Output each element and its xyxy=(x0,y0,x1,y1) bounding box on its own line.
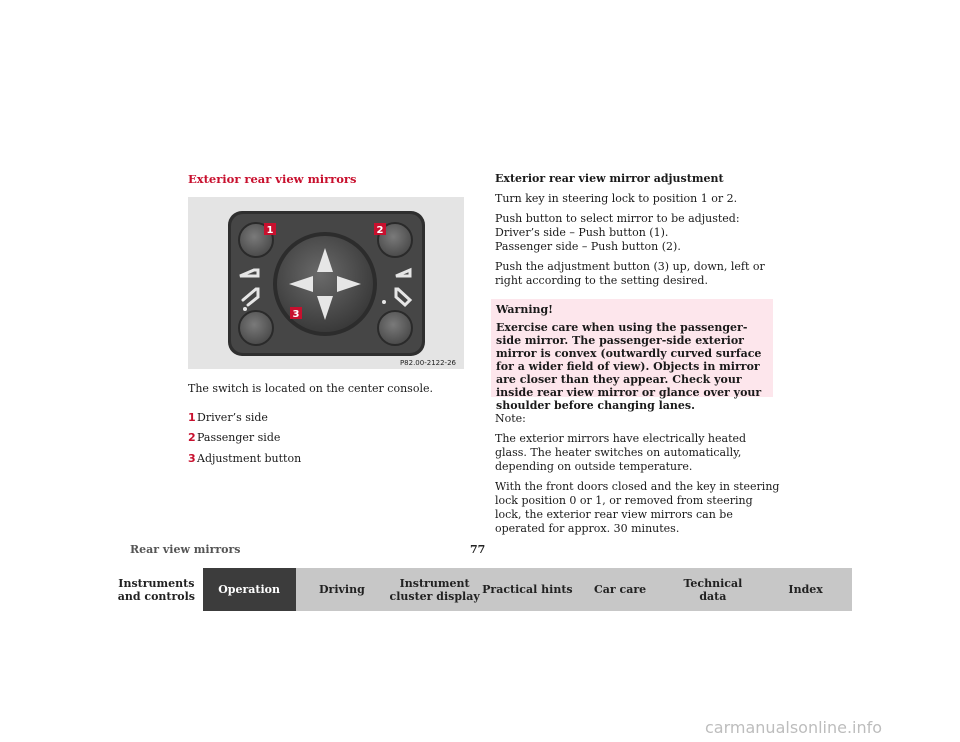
label-3: 3 xyxy=(292,309,300,320)
instruction-line: Push button to select mirror to be adjusted: xyxy=(495,212,740,225)
legend-number: 3 xyxy=(188,451,196,465)
legend-number: 2 xyxy=(188,431,196,445)
page-number: 77 xyxy=(470,543,486,556)
tab-index[interactable]: Index xyxy=(759,568,852,611)
legend-item xyxy=(188,407,301,428)
adjustment-heading: Exterior rear view mirror adjustment xyxy=(495,172,724,185)
legend-item xyxy=(188,448,301,469)
tab-instruments-and-controls[interactable]: Instruments and controls xyxy=(110,568,203,611)
footer-section-title: Rear view mirrors xyxy=(130,543,241,556)
figure-code: P82.00-2122-26 xyxy=(399,359,456,367)
adjustment-instructions xyxy=(495,172,775,294)
legend-text: Driver’s side xyxy=(197,410,268,424)
label-1: 1 xyxy=(266,225,274,236)
instruction-paragraph: Push the adjustment button (3) up, down, left or right according to the setting desired. xyxy=(495,260,765,287)
warning-body: Exercise care when using the passenger-side mirror. The passenger-side exterior mirror is convex (outwardly curved surface for a wider field of view). Objects in mirror are closer than they appear. Check your inside rear view mirror or glance over your shoulder before changing lanes. xyxy=(496,321,762,412)
label-2: 2 xyxy=(376,225,384,236)
section-title: Exterior rear view mirrors xyxy=(188,172,357,186)
instruction-line: Passenger side – Push button (2). xyxy=(495,240,681,253)
tab-driving[interactable]: Driving xyxy=(296,568,389,611)
watermark: carmanualsonline.info xyxy=(705,718,883,737)
note-label: Note: xyxy=(495,412,526,425)
instruction-paragraph xyxy=(495,212,775,254)
mirror-switch-illustration xyxy=(188,197,464,369)
chapter-navigation xyxy=(110,568,852,611)
note-paragraph: The exterior mirrors have electrically heated glass. The heater switches on automatically, depending on outside temperature. xyxy=(495,432,747,473)
switch-location-text: The switch is located on the center console. xyxy=(188,382,433,395)
instruction-paragraph: Turn key in steering lock to position 1 or 2. xyxy=(495,192,738,205)
lower-left-button xyxy=(239,311,273,345)
legend-number: 1 xyxy=(188,410,196,424)
tab-practical-hints[interactable]: Practical hints xyxy=(481,568,574,611)
notes-section xyxy=(495,412,780,542)
legend-text: Adjustment button xyxy=(197,451,302,465)
instruction-line: Driver’s side – Push button (1). xyxy=(495,226,669,239)
legend-text: Passenger side xyxy=(197,431,281,445)
legend-item xyxy=(188,428,301,449)
tab-instrument-cluster-display[interactable]: Instrument cluster display xyxy=(388,568,481,611)
tab-car-care[interactable]: Car care xyxy=(574,568,667,611)
warning-box xyxy=(491,299,773,412)
note-paragraph: With the front doors closed and the key in steering lock position 0 or 1, or removed from steering lock, the exterior rear view mirrors can be operated for approx. 30 minutes. xyxy=(495,480,780,535)
legend-list xyxy=(188,407,301,469)
lower-right-button xyxy=(378,311,412,345)
mirror-switch-figure xyxy=(188,197,464,369)
tab-technical-data[interactable]: Technical data xyxy=(667,568,760,611)
warning-title: Warning! xyxy=(496,303,554,316)
tab-operation[interactable]: Operation xyxy=(203,568,296,611)
